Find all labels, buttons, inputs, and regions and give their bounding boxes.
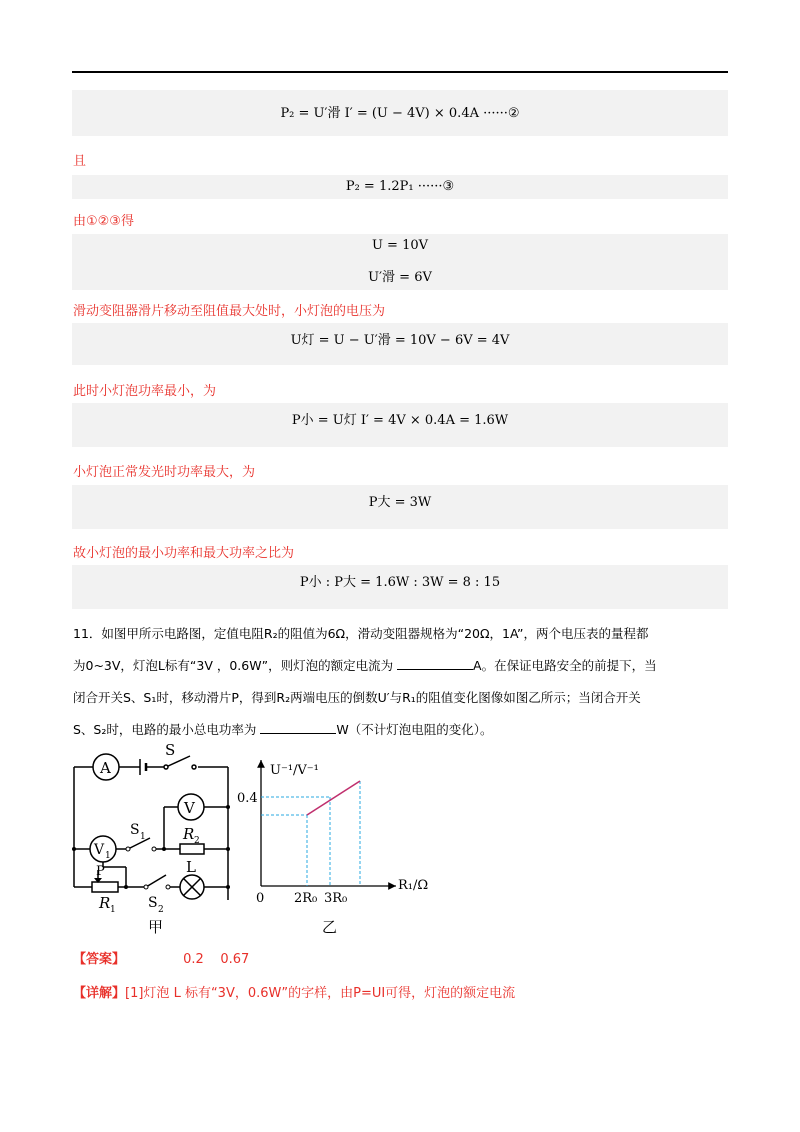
graph-x-tick-2: 3R₀ xyxy=(324,891,348,906)
voltmeter1-sub: 1 xyxy=(105,851,111,861)
text-ratio: 故小灯泡的最小功率和最大功率之比为 xyxy=(73,546,295,561)
circuit-caption: 甲 xyxy=(148,918,164,934)
question-line-2b: A。在保证电路安全的前提下，当 xyxy=(473,658,657,673)
r2-label: R xyxy=(183,825,195,843)
r1-sub: 1 xyxy=(110,905,116,915)
header-rule xyxy=(72,71,728,73)
question-line-3: 闭合开关S、S₁时，移动滑片P，得到R₂两端电压的倒数U′与R₁的阻值变化图像如图乙所示；当闭合开关 xyxy=(73,690,641,705)
graph-origin: 0 xyxy=(256,891,265,906)
text-max: 小灯泡正常发光时功率最大，为 xyxy=(73,465,256,480)
switch-s1-sub: 1 xyxy=(140,832,146,842)
equation-box-6 xyxy=(72,485,728,529)
graph-x-tick-1: 2R₀ xyxy=(294,891,318,906)
text-slide: 滑动变阻器滑片移动至阻值最大处时，小灯泡的电压为 xyxy=(73,304,386,319)
equation-box-3 xyxy=(72,234,728,290)
r1-label: R xyxy=(99,894,111,912)
detail-line xyxy=(73,982,515,1001)
switch-s2-sub: 2 xyxy=(158,905,164,915)
question-line-4 xyxy=(73,720,492,738)
answer-values: 0.2 0.67 xyxy=(183,952,250,967)
ammeter-label: A xyxy=(100,759,111,777)
equation-uslide: U′滑 = 6V xyxy=(368,270,432,285)
equation-pmax: P大 = 3W xyxy=(368,495,432,510)
question-line-2a: 为0~3V，灯泡L标有“3V ，0.6W”，则灯泡的额定电流为 xyxy=(73,658,398,673)
answer-blank-2[interactable] xyxy=(260,721,336,734)
answer-line xyxy=(73,948,249,967)
graph-y-tick: 0.4 xyxy=(237,791,258,806)
question-line-1: 11．如图甲所示电路图，定值电阻R₂的阻值为6Ω，滑动变阻器规格为“20Ω，1A”，两个电压表的量程都 xyxy=(73,626,649,641)
equation-2: P₂ = U′滑 I′ = (U − 4V) × 0.4A ······② xyxy=(280,106,520,121)
graph-x-label: R₁/Ω xyxy=(398,878,429,893)
answer-blank-1[interactable] xyxy=(397,657,473,670)
circuit-diagram xyxy=(68,742,238,934)
detail-text: [1]灯泡 L 标有“3V，0.6W”的字样，由P=UI可得，灯泡的额定电流 xyxy=(125,986,516,1001)
lamp-label: L xyxy=(186,858,196,876)
r2-sub: 2 xyxy=(194,836,200,846)
text-you: 由①②③得 xyxy=(73,214,134,229)
answer-tag: 【答案】 xyxy=(73,952,126,967)
graph-y-label: U⁻¹/V⁻¹ xyxy=(270,763,319,778)
equation-3: P₂ = 1.2P₁ ······③ xyxy=(345,179,455,194)
equation-ratio: P小 : P大 = 1.6W : 3W = 8 : 15 xyxy=(299,575,501,590)
slider-p-label: P xyxy=(96,864,105,879)
equation-box-4 xyxy=(72,323,728,365)
equation-box-5 xyxy=(72,403,728,447)
equation-pmin: P小 = U灯 I′ = 4V × 0.4A = 1.6W xyxy=(291,413,509,428)
text-qie: 且 xyxy=(73,154,87,169)
voltmeter1-label: V xyxy=(94,842,105,858)
text-min: 此时小灯泡功率最小，为 xyxy=(73,384,217,399)
equation-u: U = 10V xyxy=(371,238,429,253)
question-line-4b: W（不计灯泡电阻的变化）。 xyxy=(336,722,493,737)
graph-diagram xyxy=(232,752,442,938)
question-line-4a: S、S₂时，电路的最小总电功率为 xyxy=(73,722,261,737)
switch-s-label: S xyxy=(165,742,176,759)
question-line-2 xyxy=(73,656,657,674)
detail-tag: 【详解】 xyxy=(73,986,126,1001)
voltmeter-label: V xyxy=(184,799,195,817)
switch-s1-label: S xyxy=(130,822,140,838)
graph-caption: 乙 xyxy=(322,918,338,936)
equation-ulamp: U灯 = U − U′滑 = 10V − 6V = 4V xyxy=(290,333,510,348)
equation-box-2 xyxy=(72,175,728,199)
equation-box-7 xyxy=(72,565,728,609)
switch-s2-label: S xyxy=(148,895,158,911)
equation-box-1 xyxy=(72,90,728,136)
